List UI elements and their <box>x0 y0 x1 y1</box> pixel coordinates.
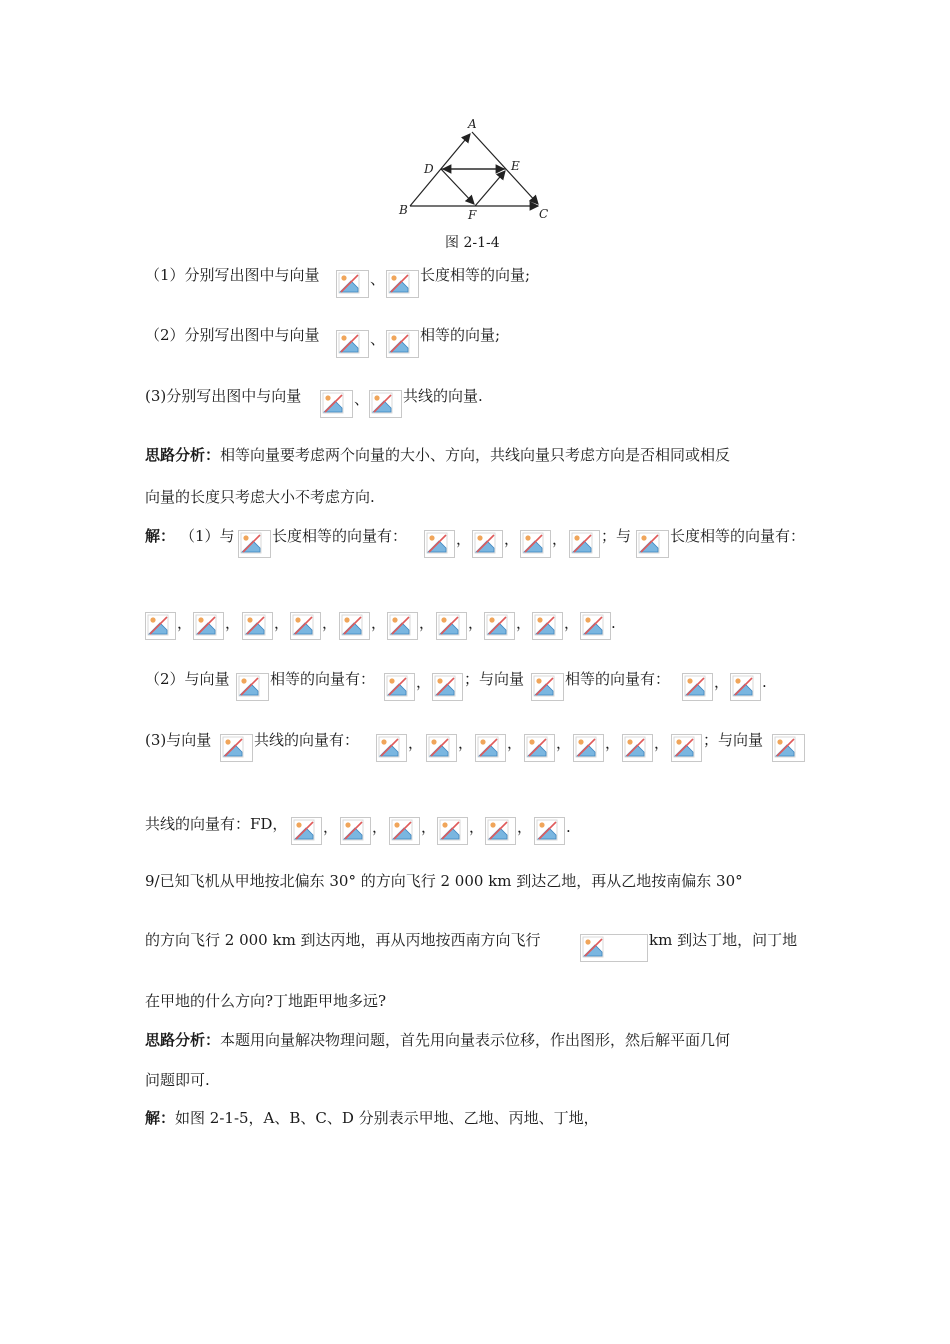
comma: ， <box>177 614 193 632</box>
comma: ， <box>564 614 580 632</box>
broken-image-icon <box>387 612 418 640</box>
broken-image-icon <box>622 734 653 762</box>
sol1-part1-d: 长度相等的向量有： <box>670 527 806 545</box>
comma: ， <box>605 734 621 752</box>
broken-image-icon <box>384 673 415 701</box>
analysis2-line2: 问题即可. <box>145 1071 210 1089</box>
broken-image-icon <box>145 612 176 640</box>
broken-image-icon <box>386 270 419 298</box>
sol1-part2-a: （2）与向量 <box>145 670 230 688</box>
broken-image-icon <box>339 612 370 640</box>
label-C: C <box>539 207 549 221</box>
comma: ， <box>458 734 474 752</box>
q1-prefix: （1）分别写出图中与向量 <box>145 266 320 284</box>
broken-image-icon <box>475 734 506 762</box>
analysis1-line2: 向量的长度只考虑大小不考虑方向. <box>145 488 375 506</box>
label-B: B <box>399 203 408 217</box>
comma: ， <box>552 530 568 548</box>
q3-suffix: 共线的向量. <box>403 387 483 405</box>
broken-image-icon <box>336 330 369 358</box>
sol1-part3-b: 共线的向量有： <box>254 731 360 749</box>
broken-image-icon <box>436 612 467 640</box>
broken-image-icon <box>426 734 457 762</box>
broken-image-icon <box>424 530 455 558</box>
comma: ， <box>225 614 241 632</box>
broken-image-icon <box>569 530 600 558</box>
solution2-line <box>145 1109 599 1127</box>
q3-prefix: (3)分别写出图中与向量 <box>145 387 302 405</box>
broken-image-icon <box>772 734 805 762</box>
broken-image-icon <box>484 612 515 640</box>
broken-image-icon <box>432 673 463 701</box>
sol1-part1-a: （1）与 <box>180 527 235 545</box>
broken-image-icon <box>386 330 419 358</box>
comma: ， <box>468 614 484 632</box>
comma: ， <box>416 673 432 691</box>
analysis1-line1 <box>145 446 730 464</box>
broken-image-icon <box>636 530 669 558</box>
period: . <box>762 673 767 691</box>
broken-image-icon <box>336 270 369 298</box>
solution2-label: 解： <box>145 1109 176 1127</box>
analysis2-line1 <box>145 1031 730 1049</box>
comma: ， <box>654 734 670 752</box>
broken-image-icon <box>369 390 402 418</box>
broken-image-icon <box>472 530 503 558</box>
comma: ， <box>469 818 485 836</box>
label-E: E <box>511 159 520 173</box>
comma: ， <box>517 818 533 836</box>
comma: ， <box>323 818 339 836</box>
figure-caption: 图 2-1-4 <box>445 235 500 251</box>
sol1-part3-a: (3)与向量 <box>145 731 212 749</box>
comma: ， <box>456 530 472 548</box>
comma: ， <box>322 614 338 632</box>
q3-sep: 、 <box>354 390 370 408</box>
broken-image-icon <box>524 734 555 762</box>
broken-image-icon <box>671 734 702 762</box>
sol1-part3-c: ；与向量 <box>703 731 764 749</box>
broken-image-icon <box>193 612 224 640</box>
comma: ， <box>372 818 388 836</box>
comma: ， <box>556 734 572 752</box>
broken-image-icon <box>531 673 564 701</box>
broken-image-icon <box>376 734 407 762</box>
q1-sep: 、 <box>370 270 386 288</box>
broken-image-icon <box>291 817 322 845</box>
solution1-label: 解： <box>145 527 176 545</box>
broken-image-icon <box>534 817 565 845</box>
label-D: D <box>424 162 434 176</box>
comma: ， <box>516 614 532 632</box>
sol1-part1-c: ；与 <box>601 527 632 545</box>
comma: ， <box>507 734 523 752</box>
q2-prefix: （2）分别写出图中与向量 <box>145 326 320 344</box>
comma: ， <box>408 734 424 752</box>
sol1-part1-b: 长度相等的向量有： <box>272 527 408 545</box>
analysis2-label: 思路分析： <box>145 1031 221 1049</box>
problem9-line1: 9/已知飞机从甲地按北偏东 30° 的方向飞行 2 000 km 到达乙地，再从乙地按南偏东 30° <box>145 872 743 890</box>
analysis1-text1: 相等向量要考虑两个向量的大小、方向，共线向量只考虑方向是否相同或相反 <box>220 446 731 464</box>
q2-suffix: 相等的向量; <box>420 326 501 344</box>
comma: ， <box>274 614 290 632</box>
broken-image-icon <box>437 817 468 845</box>
broken-image-icon <box>220 734 253 762</box>
problem9-line2b: km 到达丁地，问丁地 <box>649 931 798 949</box>
broken-image-icon <box>236 673 269 701</box>
comma: ， <box>421 818 437 836</box>
label-A: A <box>468 118 477 131</box>
broken-image-icon <box>242 612 273 640</box>
broken-image-icon <box>320 390 353 418</box>
problem9-line2a: 的方向飞行 2 000 km 到达丙地，再从丙地按西南方向飞行 <box>145 931 541 949</box>
broken-image-icon <box>580 612 611 640</box>
label-F: F <box>468 208 477 222</box>
sol1-part2-d: 相等的向量有： <box>565 670 671 688</box>
analysis2-text1: 本题用向量解决物理问题，首先用向量表示位移，作出图形，然后解平面几何 <box>220 1031 731 1049</box>
broken-image-icon <box>290 612 321 640</box>
period: . <box>566 818 571 836</box>
sol1-part2-c: ；与向量 <box>464 670 525 688</box>
sol1-part2-b: 相等的向量有： <box>270 670 376 688</box>
broken-image-icon <box>580 934 648 962</box>
broken-image-icon <box>730 673 761 701</box>
broken-image-icon <box>238 530 271 558</box>
q2-sep: 、 <box>370 330 386 348</box>
solution2-text: 如图 2-1-5，A、B、C、D 分别表示甲地、乙地、丙地、丁地， <box>175 1109 599 1127</box>
comma: ， <box>419 614 435 632</box>
problem9-line3: 在甲地的什么方向?丁地距甲地多远? <box>145 992 387 1010</box>
broken-image-icon <box>682 673 713 701</box>
broken-image-icon <box>485 817 516 845</box>
broken-image-icon <box>573 734 604 762</box>
comma: ， <box>371 614 387 632</box>
triangle-figure <box>390 118 560 228</box>
broken-image-icon <box>340 817 371 845</box>
sol1-part3-d: 共线的向量有：FD， <box>145 815 288 833</box>
period: . <box>611 614 616 632</box>
broken-image-icon <box>389 817 420 845</box>
q1-suffix: 长度相等的向量; <box>420 266 531 284</box>
comma: ， <box>504 530 520 548</box>
broken-image-icon <box>532 612 563 640</box>
broken-image-icon <box>520 530 551 558</box>
comma: ， <box>714 673 730 691</box>
analysis1-label: 思路分析： <box>145 446 221 464</box>
